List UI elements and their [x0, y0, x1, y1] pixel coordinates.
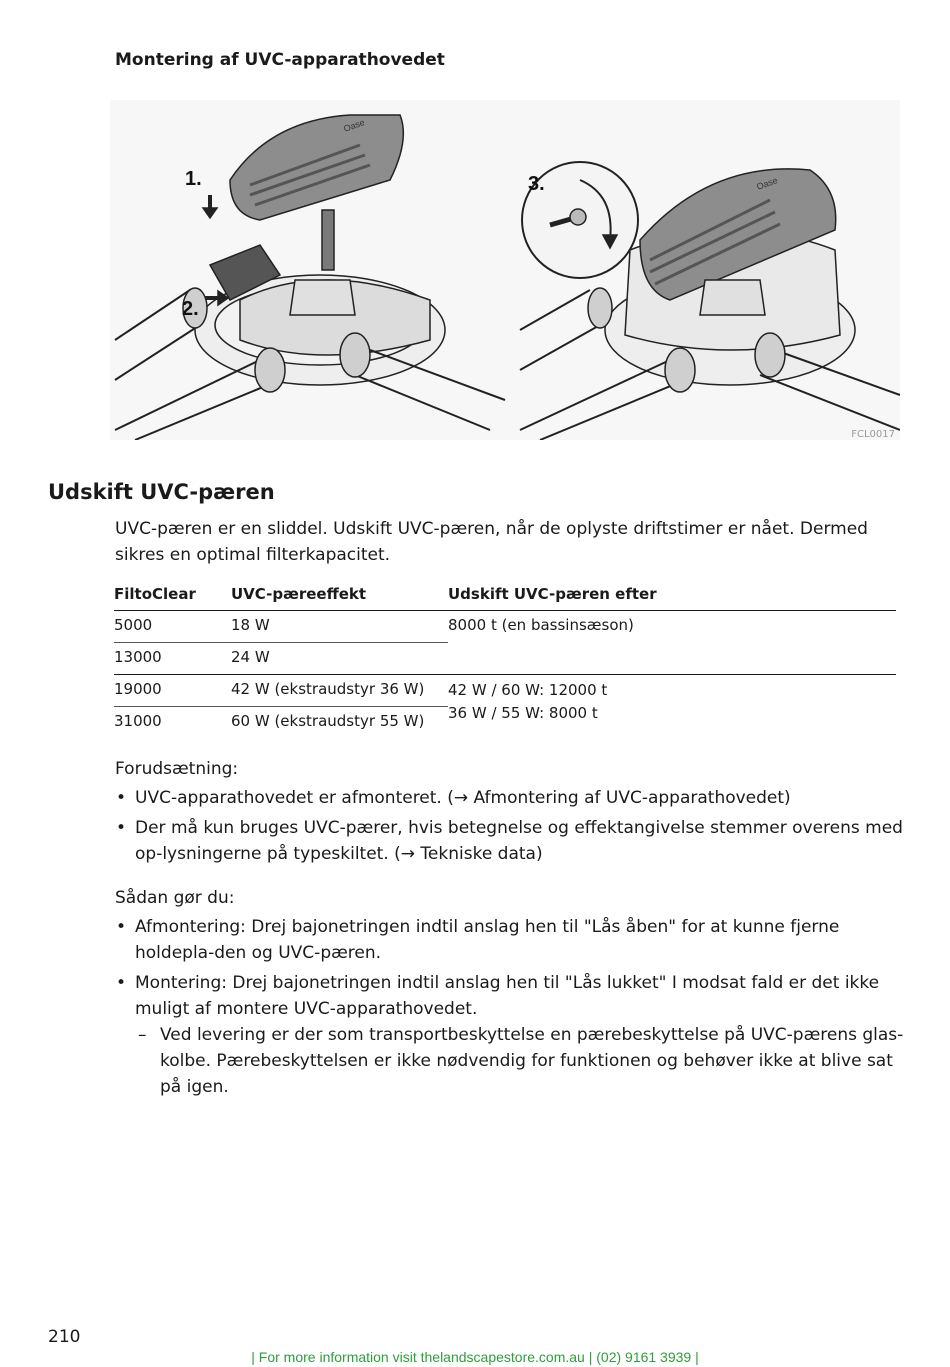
table-row: [114, 611, 896, 643]
table-cell: 13000: [114, 648, 162, 666]
table-header-row: [114, 580, 896, 611]
brand-mark-right: Oase: [755, 175, 779, 192]
lamp-spec-table: [114, 580, 896, 738]
step-label-2: 2.: [182, 298, 199, 320]
bullet-icon: •: [116, 917, 127, 937]
brand-mark-left: Oase: [342, 117, 366, 134]
table-cell: 18 W: [231, 616, 270, 634]
list-item: • Der må kun bruges UVC-pærer, hvis betegnelse og effektangivelse stemmer overens med op-lysningerne på typeskiltet. (→ Tekniske data): [115, 815, 905, 867]
table-cell: 19000: [114, 680, 162, 698]
table-cell: 31000: [114, 712, 162, 730]
step-label-3: 3.: [528, 173, 545, 195]
page-number: 210: [48, 1327, 81, 1347]
figure-title: Montering af UVC-apparathovedet: [115, 50, 445, 70]
bullet-icon: •: [116, 788, 127, 808]
list-item: • Afmontering: Drej bajonetringen indtil anslag hen til "Lås åben" for at kunne fjerne holdepla-den og UVC-pæren.: [115, 914, 905, 966]
table-cell: 42 W (ekstraudstyr 36 W): [231, 680, 425, 698]
dash-icon: –: [138, 1025, 147, 1045]
bullet-icon: •: [116, 818, 127, 838]
steps-heading: Sådan gør du:: [115, 888, 235, 908]
intro-paragraph: UVC-pæren er en sliddel. Udskift UVC-pæren, når de oplyste driftstimer er nået. Dermed sikres en optimal filterkapacitet.: [115, 519, 868, 565]
bullet-icon: •: [116, 973, 127, 993]
list-item: • UVC-apparathovedet er afmonteret. (→ Afmontering af UVC-apparathovedet): [115, 785, 905, 811]
list-item: • Montering: Drej bajonetringen indtil anslag hen til "Lås lukket" I modsat fald er det ikke muligt af montere UVC-apparathovedet. – Ved levering er der som transportbeskyttelse en pærebeskyttelse på UVC-pærens glas-kolbe. Pærebeskyttelsen er ikke nødvendig for funktionen og behøver ikke at blive sat på igen.: [115, 970, 905, 1100]
table-cell-merged: [448, 675, 896, 739]
table-cell: 24 W: [231, 648, 270, 666]
figure-code: FCL0017: [851, 429, 895, 440]
prerequisite-heading: Forudsætning:: [115, 759, 239, 779]
table-cell: 5000: [114, 616, 153, 634]
step-label-1: 1.: [185, 168, 202, 190]
col-header-filtoclear: FiltoClear: [114, 585, 196, 603]
section-title: Udskift UVC-pæren: [48, 480, 275, 504]
col-header-replace-after: Udskift UVC-pæren efter: [448, 585, 657, 603]
replace-interval-2: 36 W / 55 W: 8000 t: [448, 704, 598, 722]
table-row: [114, 675, 896, 707]
table-cell: 60 W (ekstraudstyr 55 W): [231, 712, 425, 730]
footer-note: | For more information visit thelandscapestore.com.au | (02) 9161 3939 |: [251, 1349, 699, 1365]
prerequisite-list: [115, 785, 905, 871]
sub-note: – Ved levering er der som transportbeskyttelse en pærebeskyttelse på UVC-pærens glas-kolbe. Pærebeskyttelsen er ikke nødvendig for funktionen og behøver ikke at blive sat på igen.: [135, 1022, 905, 1100]
table-cell-merged: 8000 t (en bassinsæson): [448, 611, 896, 675]
col-header-lamp-power: UVC-pæreeffekt: [231, 585, 367, 603]
replace-interval-1: 42 W / 60 W: 12000 t: [448, 681, 608, 699]
steps-list: [115, 914, 905, 1104]
assembly-illustration: [110, 100, 900, 440]
